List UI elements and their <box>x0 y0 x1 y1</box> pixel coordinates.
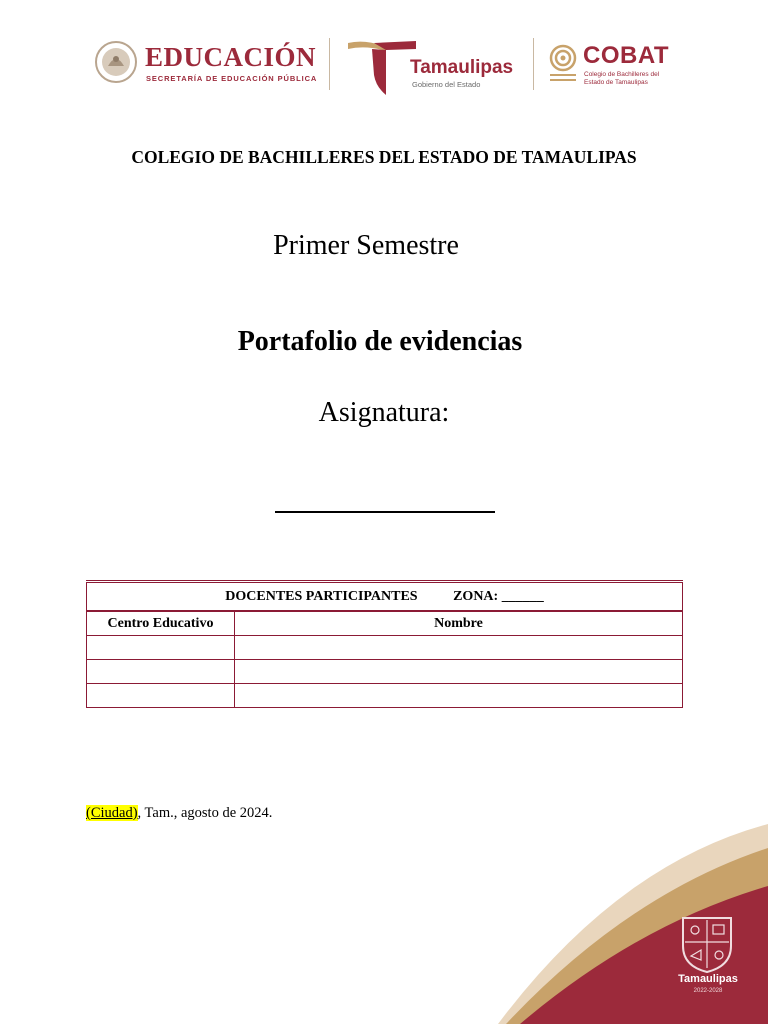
mexico-seal-icon <box>94 40 138 84</box>
table-row <box>87 684 683 708</box>
tamaulipas-shield-icon <box>679 912 735 974</box>
sep-subtitle: SECRETARÍA DE EDUCACIÓN PÚBLICA <box>146 74 318 83</box>
tamaulipas-wordmark: Tamaulipas <box>410 57 514 78</box>
subject-label: Asignatura: <box>318 397 450 428</box>
document-title: Portafolio de evidencias <box>237 326 523 357</box>
tamaulipas-t-icon <box>346 37 418 95</box>
table-row <box>87 660 683 684</box>
table-cell[interactable] <box>235 684 683 708</box>
table-cell[interactable] <box>87 636 235 660</box>
logo-divider <box>329 38 330 90</box>
semester-title: Primer Semestre <box>273 230 459 261</box>
subject-blank-line <box>275 511 495 513</box>
table-heading: DOCENTES PARTICIPANTES <box>225 588 418 604</box>
column-header-centro: Centro Educativo <box>87 611 235 636</box>
table-cell[interactable] <box>235 660 683 684</box>
table-cell[interactable] <box>235 636 683 660</box>
table-column-headers <box>87 611 683 636</box>
place-date-line <box>86 805 272 822</box>
cobat-subtitle: Colegio de Bachilleres del Estado de Tamaulipas <box>584 71 660 86</box>
gobierno-subtitle: Gobierno del Estado <box>412 80 481 89</box>
table-cell[interactable] <box>87 660 235 684</box>
educacion-wordmark: EDUCACIÓN <box>145 42 317 72</box>
header-logos <box>0 34 768 98</box>
institution-title: COLEGIO DE BACHILLERES DEL ESTADO DE TAMAULIPAS <box>131 147 637 167</box>
cobat-wordmark: COBAT <box>583 42 670 69</box>
teachers-table <box>86 580 683 708</box>
table-heading-row <box>87 583 683 611</box>
logo-divider <box>533 38 534 90</box>
table-row <box>87 636 683 660</box>
cobat-emblem-icon <box>547 42 579 86</box>
table-heading-cell <box>87 583 683 611</box>
corner-brand: Tamaulipas <box>678 973 738 985</box>
date-text: , Tam., agosto de 2024. <box>137 805 273 821</box>
city-placeholder: (Ciudad) <box>86 805 138 821</box>
zone-label: ZONA: ______ <box>453 588 544 604</box>
column-header-nombre: Nombre <box>235 611 683 636</box>
corner-years: 2022-2028 <box>693 988 723 994</box>
table-cell[interactable] <box>87 684 235 708</box>
